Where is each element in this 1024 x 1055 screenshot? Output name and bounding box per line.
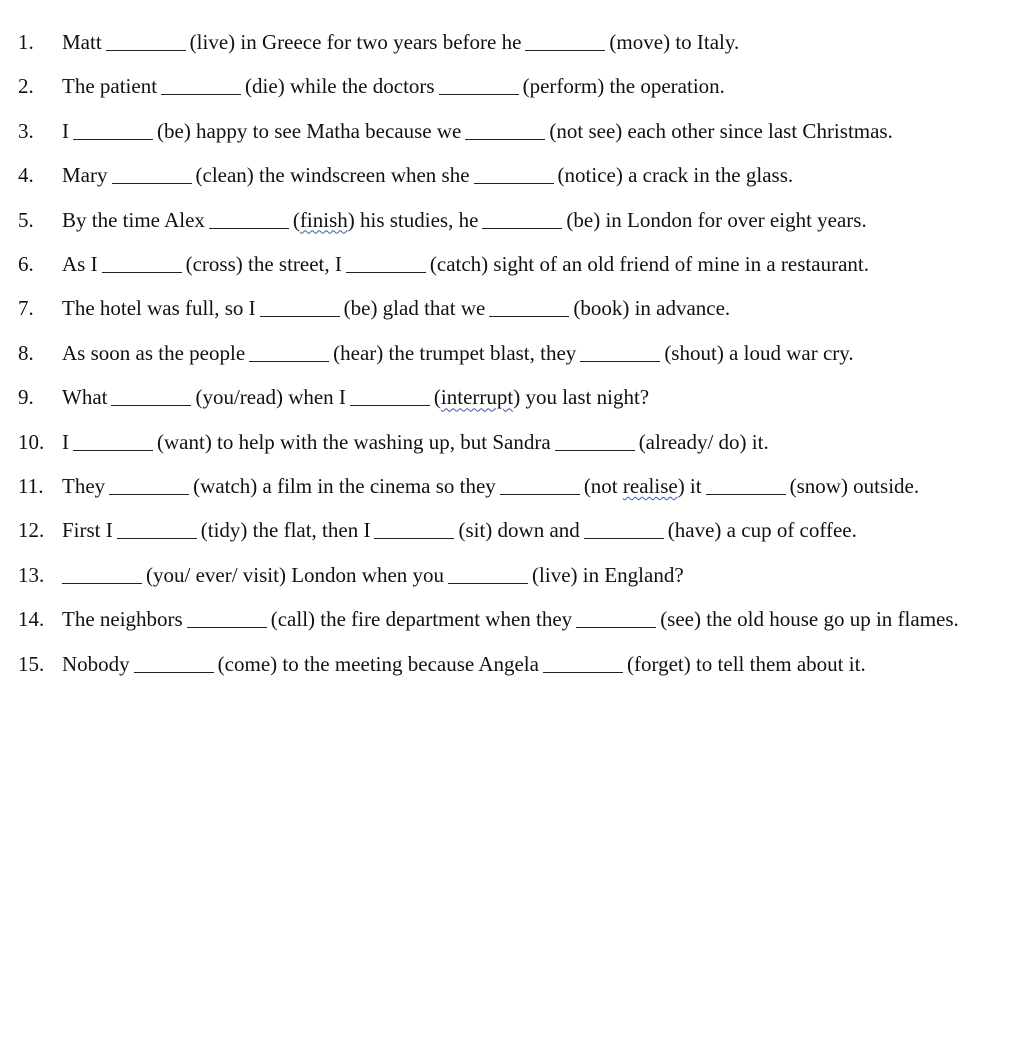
answer-blank[interactable]: [525, 29, 605, 51]
text-segment: (: [433, 385, 441, 410]
list-item: [18, 597, 994, 641]
answer-blank[interactable]: [134, 651, 214, 673]
item-text: [62, 420, 967, 464]
item-number: 15.: [18, 651, 45, 676]
list-item: [18, 464, 994, 508]
exercise-list: [18, 20, 994, 686]
item-number: 13.: [18, 562, 45, 587]
text-segment: Matt: [62, 30, 102, 54]
answer-blank[interactable]: [260, 295, 340, 317]
item-text: [62, 597, 967, 641]
item-number: 1.: [18, 30, 34, 54]
list-item: [18, 20, 994, 64]
text-segment: The patient: [62, 74, 158, 99]
text-segment: Mary: [62, 163, 108, 188]
text-segment: (clean) the windscreen when she: [195, 163, 470, 188]
list-item: [18, 420, 994, 464]
text-segment: (die) while the doctors: [245, 74, 435, 99]
answer-blank[interactable]: [102, 251, 182, 273]
answer-blank[interactable]: [346, 251, 426, 273]
answer-blank[interactable]: [106, 29, 186, 51]
item-text: [62, 331, 967, 375]
list-item: [18, 331, 994, 375]
answer-blank[interactable]: [500, 473, 580, 495]
text-segment: (see) the old house go up in flames.: [660, 607, 959, 632]
text-segment: By the time Alex: [62, 207, 205, 232]
text-segment: (not: [583, 474, 623, 499]
text-segment: (sit) down and: [458, 518, 580, 543]
item-text: [62, 20, 967, 64]
item-text: [62, 464, 967, 508]
list-item: [18, 375, 994, 419]
answer-blank[interactable]: [580, 340, 660, 362]
item-text: [62, 553, 967, 597]
item-number: 3.: [18, 118, 34, 143]
text-segment: (have) a cup of coffee.: [667, 518, 857, 543]
text-segment: (already/ do) it.: [638, 429, 769, 454]
answer-blank[interactable]: [576, 606, 656, 628]
text-segment: (forget) to tell them about it.: [626, 651, 866, 676]
answer-blank[interactable]: [112, 162, 192, 184]
item-text: [62, 198, 967, 242]
list-item: [18, 553, 994, 597]
answer-blank[interactable]: [706, 473, 786, 495]
text-segment: (call) the fire department when they: [270, 607, 573, 632]
text-segment: (come) to the meeting because Angela: [217, 651, 539, 676]
answer-blank[interactable]: [117, 517, 197, 539]
text-segment: (cross) the street, I: [185, 252, 342, 277]
list-item: [18, 508, 994, 552]
answer-blank[interactable]: [209, 207, 289, 229]
answer-blank[interactable]: [187, 606, 267, 628]
text-segment: The neighbors: [62, 607, 183, 632]
text-segment: What: [62, 385, 108, 410]
item-number: 8.: [18, 340, 34, 365]
item-number: 5.: [18, 207, 34, 232]
text-segment: (live) in Greece for two years before he: [189, 30, 522, 54]
answer-blank[interactable]: [73, 118, 153, 140]
text-segment: (perform) the operation.: [522, 74, 725, 99]
text-segment: (hear) the trumpet blast, they: [333, 340, 577, 365]
text-segment: (catch) sight of an old friend of mine in a restaurant.: [429, 252, 869, 277]
text-segment: ) you last night?: [513, 385, 650, 410]
text-segment: (watch) a film in the cinema so they: [193, 474, 496, 499]
item-text: [62, 242, 967, 286]
text-segment: (be) happy to see Matha because we: [157, 118, 462, 143]
text-segment: First I: [62, 518, 113, 543]
answer-blank[interactable]: [350, 384, 430, 406]
list-item: [18, 242, 994, 286]
answer-blank[interactable]: [161, 73, 241, 95]
text-segment: I: [62, 429, 69, 454]
text-segment: As soon as the people: [62, 340, 246, 365]
item-text: [62, 642, 967, 686]
answer-blank[interactable]: [439, 73, 519, 95]
item-number: 7.: [18, 296, 34, 321]
list-item: [18, 642, 994, 686]
item-number: 9.: [18, 385, 34, 410]
text-segment: I: [62, 118, 69, 143]
text-segment: (want) to help with the washing up, but Sandra: [157, 429, 551, 454]
answer-blank[interactable]: [111, 384, 191, 406]
item-text: [62, 64, 967, 108]
item-number: 4.: [18, 163, 34, 188]
text-segment: (you/ ever/ visit) London when you: [146, 562, 445, 587]
list-item: [18, 64, 994, 108]
text-segment: (snow) outside.: [789, 474, 920, 499]
item-number: 10.: [18, 429, 45, 454]
item-number: 11.: [18, 474, 44, 499]
item-number: 2.: [18, 74, 34, 99]
text-segment: ) it: [677, 474, 702, 499]
text-segment: (: [292, 207, 300, 232]
text-segment: (you/read) when I: [195, 385, 346, 410]
text-segment: Nobody: [62, 651, 130, 676]
text-segment: (live) in England?: [532, 562, 684, 587]
text-segment: As I: [62, 252, 98, 277]
text-segment: (tidy) the flat, then I: [200, 518, 371, 543]
item-number: 12.: [18, 518, 45, 543]
answer-blank[interactable]: [249, 340, 329, 362]
text-segment: (notice) a crack in the glass.: [557, 163, 794, 188]
list-item: [18, 286, 994, 330]
answer-blank[interactable]: [555, 429, 635, 451]
answer-blank[interactable]: [109, 473, 189, 495]
answer-blank[interactable]: [543, 651, 623, 673]
spellcheck-word: finish: [299, 207, 348, 232]
list-item: [18, 109, 994, 153]
answer-blank[interactable]: [474, 162, 554, 184]
text-segment: (book) in advance.: [573, 296, 731, 321]
answer-blank[interactable]: [489, 295, 569, 317]
spellcheck-word: realise: [622, 474, 678, 499]
answer-blank[interactable]: [73, 429, 153, 451]
answer-blank[interactable]: [584, 517, 664, 539]
text-segment: (be) in London for over eight years.: [566, 207, 867, 232]
item-text: [62, 508, 967, 552]
text-segment: (shout) a loud war cry.: [664, 340, 854, 365]
item-text: [62, 286, 967, 330]
answer-blank[interactable]: [374, 517, 454, 539]
item-number: 6.: [18, 252, 34, 277]
spellcheck-word: interrupt: [440, 385, 514, 410]
item-text: [62, 375, 967, 419]
item-number: 14.: [18, 607, 45, 632]
list-item: [18, 198, 994, 242]
answer-blank[interactable]: [62, 562, 142, 584]
text-segment: (move) to Italy.: [609, 30, 740, 54]
text-segment: They: [62, 474, 106, 499]
text-segment: (not see) each other since last Christmas.: [549, 118, 893, 143]
answer-blank[interactable]: [448, 562, 528, 584]
item-text: [62, 153, 967, 197]
list-item: [18, 153, 994, 197]
answer-blank[interactable]: [465, 118, 545, 140]
text-segment: ) his studies, he: [347, 207, 479, 232]
text-segment: (be) glad that we: [343, 296, 486, 321]
text-segment: The hotel was full, so I: [62, 296, 256, 321]
answer-blank[interactable]: [482, 207, 562, 229]
item-text: [62, 109, 967, 153]
